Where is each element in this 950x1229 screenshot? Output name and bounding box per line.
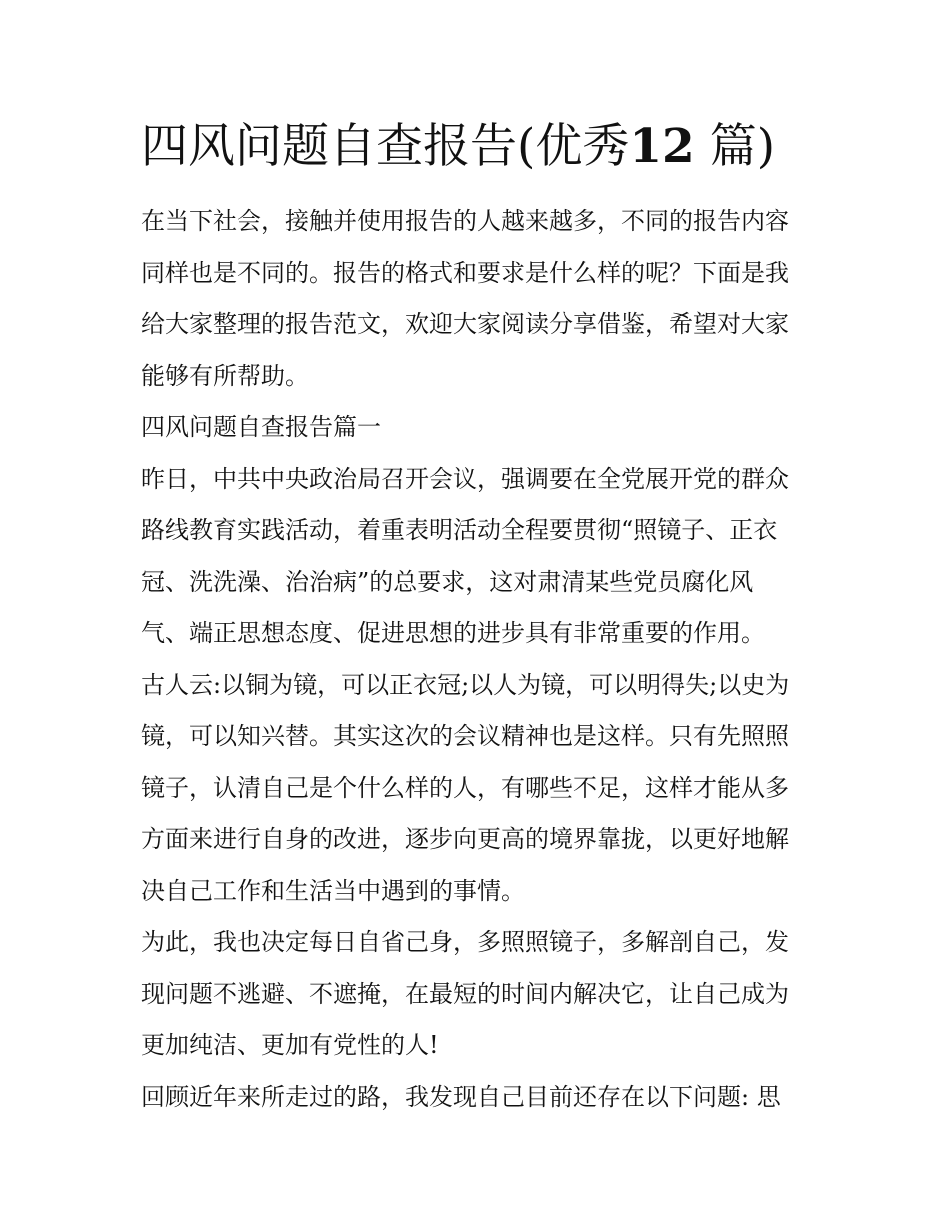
paragraph-line: 能够有所帮助。 (141, 361, 309, 390)
paragraph-line: 路线教育实践活动，着重表明活动全程要贯彻“照镜子、正衣 (141, 516, 778, 544)
paragraph-line: 现问题不逃避、不遮掩，在最短的时间内解决它，让自己成为 (141, 979, 789, 1008)
paragraph-line: 昨日，中共中央政治局召开会议，强调要在全党展开党的群众 (141, 464, 789, 493)
paragraph-line: 古人云:以铜为镜，可以正衣冠;以人为镜，可以明得失;以史为 (141, 670, 790, 699)
title-suffix: 篇) (694, 119, 776, 174)
paragraph-line: 决自己工作和生活当中遇到的事情。 (141, 876, 525, 905)
paragraph-line: 在当下社会，接触并使用报告的人越来越多，不同的报告内容 (141, 207, 789, 235)
paragraph-line: 方面来进行自身的改进，逐步向更高的境界靠拢，以更好地解 (141, 825, 789, 853)
section-heading: 四风问题自查报告篇一 (141, 413, 381, 441)
paragraph-line: 同样也是不同的。报告的格式和要求是什么样的呢？下面是我 (141, 258, 789, 287)
document-body (141, 196, 841, 1123)
title-number: 12 (629, 119, 695, 174)
paragraph-line: 更加纯洁、更加有党性的人! (141, 1031, 439, 1059)
paragraph-line: 镜，可以知兴替。其实这次的会议精神也是这样。只有先照照 (141, 722, 789, 750)
paragraph-line: 回顾近年来所走过的路，我发现自己目前还存在以下问题: 思 (141, 1082, 781, 1111)
paragraph-line: 冠、洗洗澡、治治病”的总要求，这对肃清某些党员腐化风 (141, 567, 754, 596)
title-text: 四风问题自查报告(优秀 (141, 119, 630, 174)
paragraph-line: 给大家整理的报告范文，欢迎大家阅读分享借鉴，希望对大家 (141, 310, 789, 338)
paragraph-line: 为此，我也决定每日自省己身，多照照镜子，多解剖自己，发 (141, 928, 789, 956)
paragraph-line: 气、端正思想态度、促进思想的进步具有非常重要的作用。 (141, 619, 765, 647)
paragraph-line: 镜子，认清自己是个什么样的人，有哪些不足，这样才能从多 (141, 773, 789, 802)
document-title (141, 112, 861, 182)
